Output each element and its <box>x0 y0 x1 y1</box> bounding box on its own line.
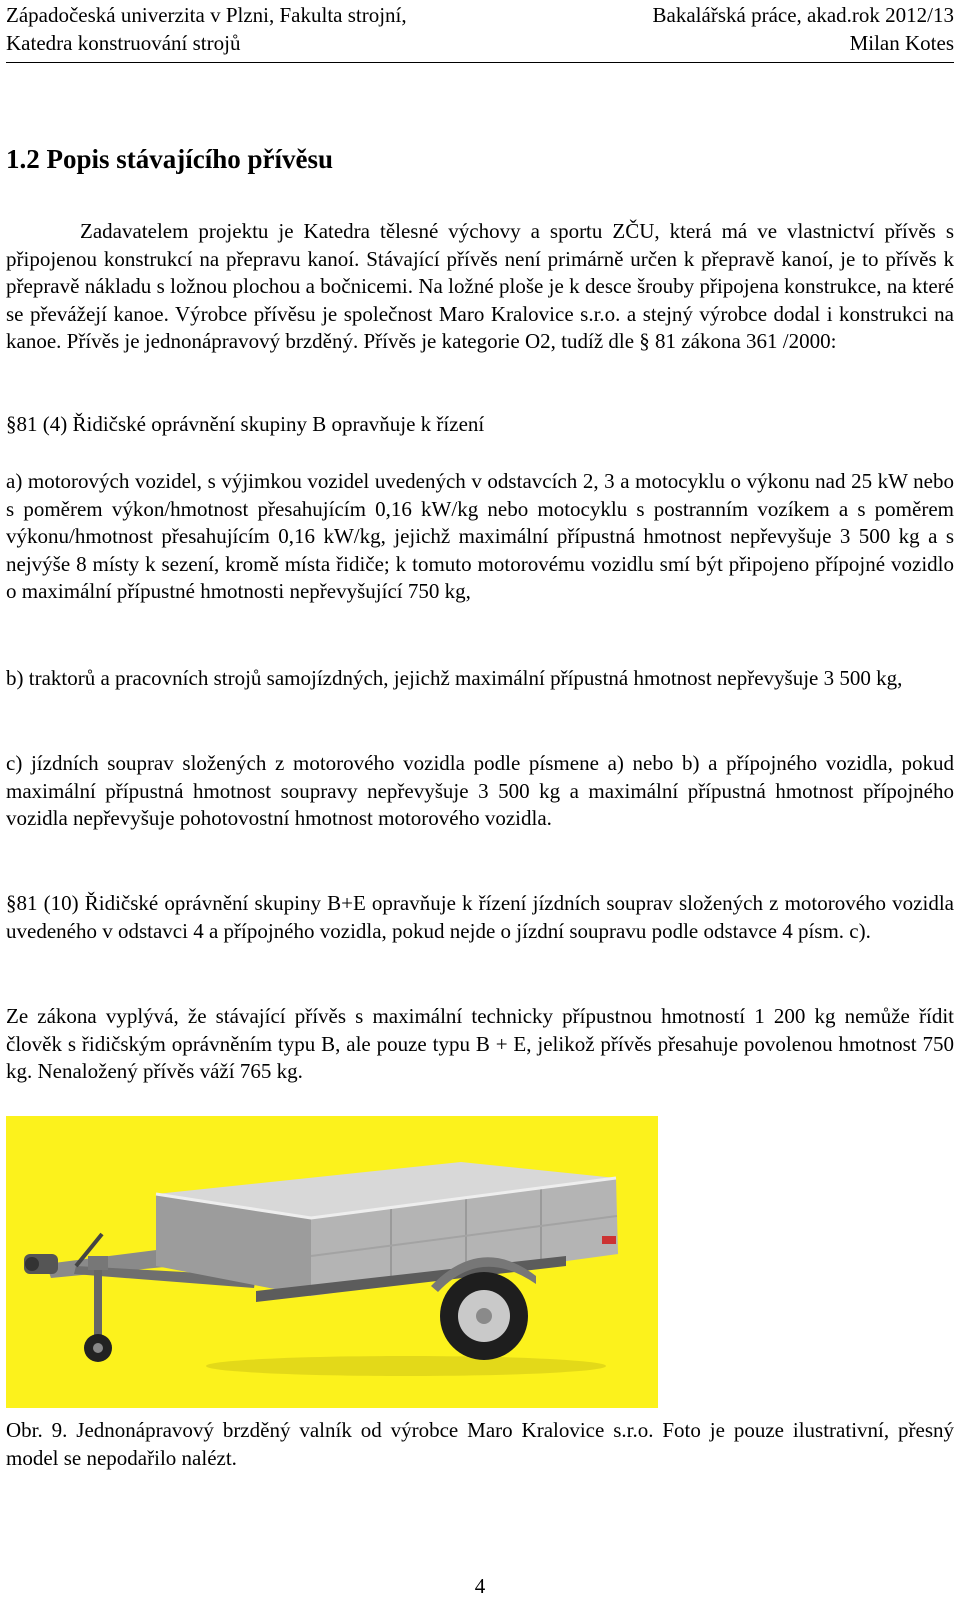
trailer-photo <box>6 1116 658 1408</box>
trailer-illustration <box>6 1116 658 1408</box>
header-author: Milan Kotes <box>849 31 954 55</box>
figure-caption: Obr. 9. Jednonápravový brzděný valník od výrobce Maro Kralovice s.r.o. Foto je pouze ilustrativní, přesný model se nepodařilo nalézt. <box>6 1418 954 1470</box>
header-divider <box>6 62 954 63</box>
law-item-b: b) traktorů a pracovních strojů samojízdných, jejichž maximální přípustná hmotnost nepřevyšuje 3 500 kg, <box>6 666 903 690</box>
header-department: Katedra konstruování strojů <box>6 31 241 55</box>
law-paragraph-81-10: §81 (10) Řidičské oprávnění skupiny B+E opravňuje k řízení jízdních souprav složených z motorového vozidla uvedeného v odstavci 4 a přípojného vozidla, pokud nejde o jízdní soupravu podle odstavce 4 písm. c). <box>6 891 954 943</box>
header-university: Západočeská univerzita v Plzni, Fakulta strojní, <box>6 3 407 27</box>
law-item-c: c) jízdních souprav složených z motorového vozidla podle písmene a) nebo b) a přípojného vozidla, pokud maximální přípustná hmotnost soupravy nepřevyšuje 3 500 kg a maximální přípustná hmotnost přípojného vozidla nepřevyšuje pohotovostní hmotnost motorového vozidla. <box>6 751 954 830</box>
conclusion-paragraph: Ze zákona vyplývá, že stávající přívěs s maximální technicky přípustnou hmotností 1 200 kg nemůže řídit člověk s řidičským oprávněním typu B, ale pouze typu B + E, jelikož přívěs přesahuje povolenou hmotnost 750 kg. Nenaložený přívěs váží 765 kg. <box>6 1004 954 1083</box>
page-number: 4 <box>474 1574 486 1598</box>
intro-paragraph: Zadavatelem projektu je Katedra tělesné výchovy a sportu ZČU, která má ve vlastnictví přívěs s připojenou konstrukcí na přepravu kanoí. Stávající přívěs není primárně určen k přepravě kanoí, je to přívěs k přepravě nákladu s ložnou plochou a bočnicemi. Na ložné ploše je k desce šrouby připojena konstrukce, na které se převážejí kanoe. Výrobce přívěsu je společnost Maro Kralovice s.r.o. a stejný výrobce dodal i konstrukci na kanoe. Přívěs je jednonápravový brzděný. Přívěs je kategorie O2, tudíž dle § 81 zákona 361 /2000: <box>6 219 954 353</box>
section-heading: 1.2 Popis stávajícího přívěsu <box>6 144 334 174</box>
law-paragraph-81-4: §81 (4) Řidičské oprávnění skupiny B opravňuje k řízení <box>6 412 485 436</box>
law-item-a: a) motorových vozidel, s výjimkou vozidel uvedených v odstavcích 2, 3 a motocyklu o výkonu nad 25 kW nebo s poměrem výkon/hmotnost přesahujícím 0,16 kW/kg nebo motocyklu s postranním vozíkem a s poměrem výkonu/hmotnost přesahujícím 0,16 kW/kg, jejichž maximální přípustná hmotnost nepřevyšuje 3 500 kg a s nejvýše 8 místy k sezení, kromě místa řidiče; k tomuto motorovému vozidlu smí být připojeno přípojné vozidlo o maximální přípustné hmotnosti nepřevyšující 750 kg, <box>6 469 954 603</box>
header-thesis-type: Bakalářská práce, akad.rok 2012/13 <box>652 3 954 27</box>
